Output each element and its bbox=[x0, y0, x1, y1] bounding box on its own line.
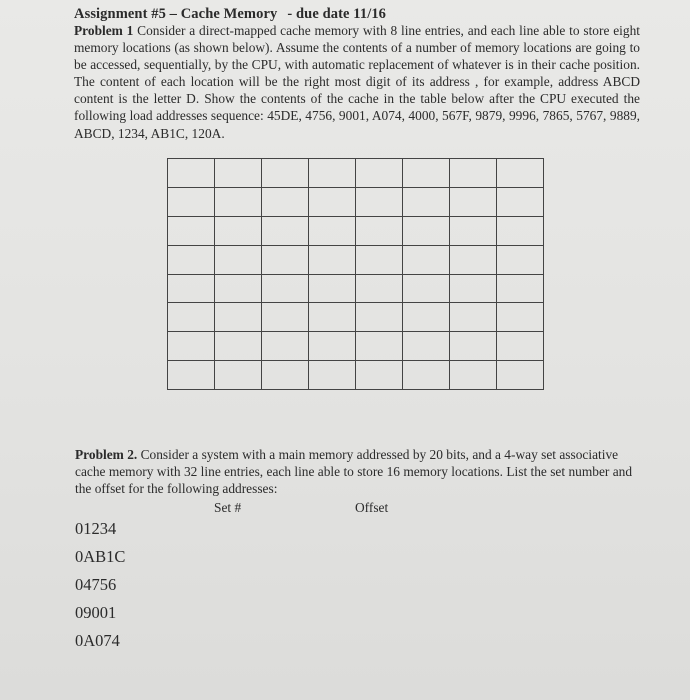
cache-line-row bbox=[168, 332, 544, 361]
cache-cell bbox=[215, 159, 262, 188]
cache-line-row bbox=[168, 274, 544, 303]
cache-cell bbox=[497, 216, 544, 245]
cache-cell bbox=[450, 274, 497, 303]
cache-cell bbox=[309, 361, 356, 390]
cache-cell bbox=[168, 245, 215, 274]
cache-cell bbox=[356, 245, 403, 274]
address-item: 01234 bbox=[75, 519, 117, 538]
cache-cell bbox=[450, 187, 497, 216]
cache-line-row bbox=[168, 159, 544, 188]
problem-1-text: Consider a direct-mapped cache memory with 8 line entries, and each line able to store eight memory locations (as shown below). Assume the contents of a number of memory locations are going to be accessed, sequentially, by the CPU, with automatic replacement of whatever is in their cache position. The content of each location will be the right most digit of its address , for example, address ABCD content is the letter D. Show the contents of the cache in the table below after the CPU executed the following load addresses sequence: 45DE, 4756, 9001, A074, 4000, 567F, 9879, 9996, 7865, 5767, 9889, ABCD, 1234, AB1C, 120A. bbox=[74, 23, 640, 141]
cache-cell bbox=[262, 274, 309, 303]
cache-cell bbox=[262, 332, 309, 361]
cache-cell bbox=[497, 303, 544, 332]
cache-cell bbox=[450, 216, 497, 245]
address-list bbox=[75, 515, 125, 655]
cache-cell bbox=[309, 187, 356, 216]
problem-1-label: Problem 1 bbox=[74, 23, 134, 38]
cache-cell bbox=[262, 361, 309, 390]
cache-cell bbox=[215, 303, 262, 332]
cache-cell bbox=[168, 187, 215, 216]
assignment-title bbox=[74, 6, 386, 23]
cache-cell bbox=[168, 159, 215, 188]
cache-cell bbox=[356, 274, 403, 303]
cache-cell bbox=[403, 245, 450, 274]
cache-line-row bbox=[168, 303, 544, 332]
address-item: 09001 bbox=[75, 603, 117, 622]
cache-cell bbox=[497, 361, 544, 390]
cache-cell bbox=[450, 245, 497, 274]
cache-cell bbox=[215, 274, 262, 303]
cache-line-row bbox=[168, 245, 544, 274]
cache-cell bbox=[215, 245, 262, 274]
cache-cell bbox=[403, 332, 450, 361]
cache-cell bbox=[450, 361, 497, 390]
cache-cell bbox=[403, 159, 450, 188]
cache-cell bbox=[215, 332, 262, 361]
cache-cell bbox=[309, 216, 356, 245]
cache-cell bbox=[262, 216, 309, 245]
problem-2 bbox=[75, 446, 637, 497]
cache-cell bbox=[356, 303, 403, 332]
cache-cell bbox=[262, 187, 309, 216]
cache-cell bbox=[497, 187, 544, 216]
address-item: 0AB1C bbox=[75, 547, 126, 566]
cache-cell bbox=[403, 187, 450, 216]
problem-2-label: Problem 2. bbox=[75, 447, 138, 462]
address-item: 0A074 bbox=[75, 631, 120, 650]
cache-cell bbox=[356, 361, 403, 390]
cache-cell bbox=[309, 159, 356, 188]
cache-cell bbox=[403, 274, 450, 303]
cache-cell bbox=[262, 245, 309, 274]
cache-cell bbox=[309, 303, 356, 332]
cache-cell bbox=[497, 159, 544, 188]
cache-cell bbox=[309, 274, 356, 303]
cache-cell bbox=[262, 159, 309, 188]
cache-cell bbox=[309, 332, 356, 361]
cache-line-row bbox=[168, 187, 544, 216]
assignment-title-text: Assignment #5 – Cache Memory bbox=[74, 6, 278, 22]
cache-cell bbox=[497, 274, 544, 303]
cache-cell bbox=[497, 332, 544, 361]
cache-cell bbox=[356, 216, 403, 245]
cache-cell bbox=[262, 303, 309, 332]
cache-cell bbox=[450, 332, 497, 361]
cache-cell bbox=[356, 159, 403, 188]
cache-cell bbox=[403, 303, 450, 332]
cache-cell bbox=[309, 245, 356, 274]
cache-cell bbox=[215, 361, 262, 390]
cache-table bbox=[167, 158, 544, 390]
cache-cell bbox=[356, 332, 403, 361]
offset-column-header: Offset bbox=[355, 500, 389, 515]
cache-cell bbox=[403, 216, 450, 245]
problem-2-text: Consider a system with a main memory addressed by 20 bits, and a 4-way set associative cache memory with 32 line entries, each line able to store 16 memory locations. List the set number and the offset for the following addresses: bbox=[75, 447, 633, 497]
cache-cell bbox=[168, 303, 215, 332]
cache-cell bbox=[497, 245, 544, 274]
cache-cell bbox=[168, 361, 215, 390]
cache-cell bbox=[356, 187, 403, 216]
due-date: - due date 11/16 bbox=[287, 6, 387, 22]
cache-cell bbox=[215, 187, 262, 216]
cache-cell bbox=[403, 361, 450, 390]
address-item: 04756 bbox=[75, 575, 117, 594]
cache-cell bbox=[450, 303, 497, 332]
cache-cell bbox=[450, 159, 497, 188]
cache-line-row bbox=[168, 361, 544, 390]
cache-line-row bbox=[168, 216, 544, 245]
cache-cell bbox=[168, 216, 215, 245]
cache-cell bbox=[215, 216, 262, 245]
problem-1 bbox=[74, 22, 640, 142]
cache-cell bbox=[168, 332, 215, 361]
cache-cell bbox=[168, 274, 215, 303]
set-column-header: Set # bbox=[214, 500, 242, 515]
